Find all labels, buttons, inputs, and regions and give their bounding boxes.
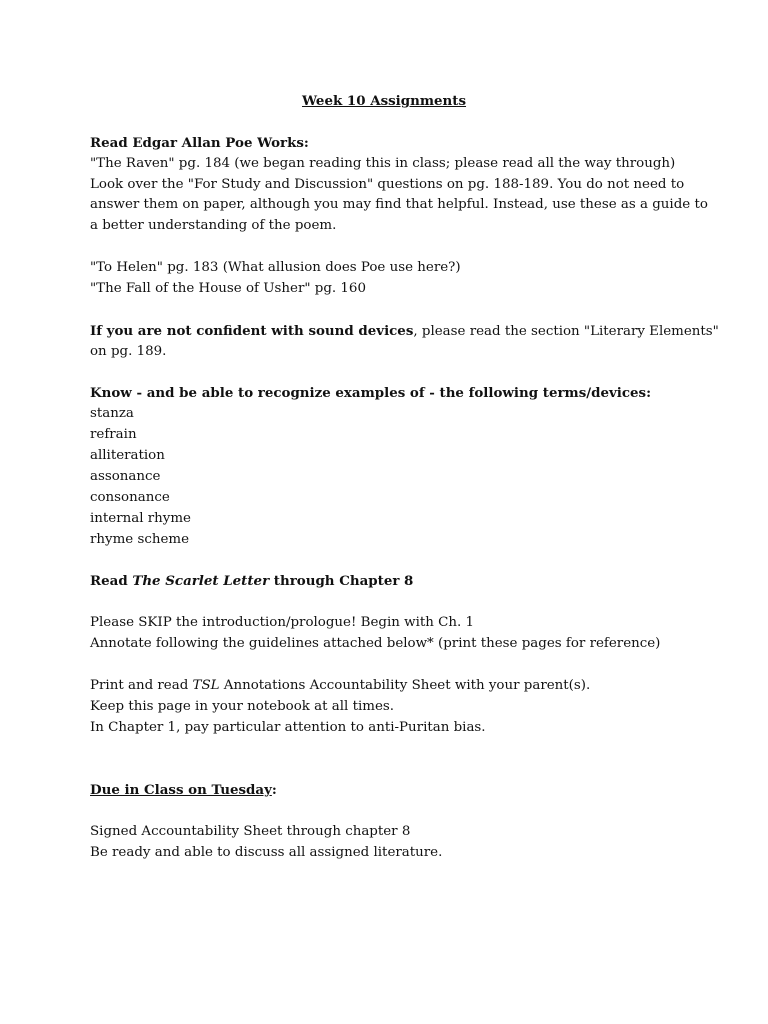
term-item: rhyme scheme <box>90 531 190 547</box>
term-item: assonance <box>90 469 161 485</box>
document-page <box>90 91 719 864</box>
skip-line: Please SKIP the introduction/prologue! Begin with Ch. 1 <box>90 615 475 631</box>
due-heading: Due in Class on Tuesday <box>90 782 272 799</box>
study-line-2: answer them on paper, although you may find that helpful. Instead, use these as a guide to <box>90 197 708 213</box>
helen-line: "To Helen" pg. 183 (What allusion does Poe use here?) <box>90 260 461 276</box>
scarlet-read-suffix: through Chapter 8 <box>269 573 414 590</box>
due-item-2: Be ready and able to discuss all assigned literature. <box>90 845 443 861</box>
sound-devices-line <box>90 321 719 342</box>
study-line-3: a better understanding of the poem. <box>90 218 337 234</box>
term-item: refrain <box>90 427 137 443</box>
print-suffix: Annotations Accountability Sheet with your parent(s). <box>219 677 591 693</box>
page-title: Week 10 Assignments <box>301 93 467 109</box>
due-item-1: Signed Accountability Sheet through chapter 8 <box>90 824 411 840</box>
scarlet-heading <box>90 571 690 592</box>
raven-line: "The Raven" pg. 184 (we began reading this in class; please read all the way through) <box>90 155 676 171</box>
term-item: internal rhyme <box>90 510 191 526</box>
terms-list <box>90 404 690 550</box>
due-heading-line <box>90 780 690 801</box>
term-item: consonance <box>90 489 170 505</box>
poe-heading: Read Edgar Allan Poe Works: <box>90 134 309 151</box>
sound-devices-bold: If you are not confident with sound devices <box>90 322 414 339</box>
due-colon: : <box>271 782 277 799</box>
usher-line: "The Fall of the House of Usher" pg. 160 <box>90 281 366 297</box>
print-abbrev: TSL <box>192 677 220 693</box>
scarlet-read-prefix: Read <box>90 573 133 590</box>
term-item: stanza <box>90 406 134 422</box>
keep-line: Keep this page in your notebook at all times. <box>90 698 395 714</box>
annotate-line: Annotate following the guidelines attached below* (print these pages for reference) <box>90 636 661 652</box>
sound-devices-line-2: on pg. 189. <box>90 343 167 359</box>
term-item: alliteration <box>90 448 165 464</box>
scarlet-book-title: The Scarlet Letter <box>132 573 270 590</box>
chapter-line: In Chapter 1, pay particular attention to anti-Puritan bias. <box>90 719 486 735</box>
print-prefix: Print and read <box>90 677 193 693</box>
study-line-1: Look over the "For Study and Discussion" questions on pg. 188-189. You do not need to <box>90 176 685 192</box>
sound-devices-rest: , please read the section "Literary Elements" <box>413 323 719 339</box>
terms-heading: Know - and be able to recognize examples of - the following terms/devices: <box>90 385 652 402</box>
print-line <box>90 676 690 697</box>
